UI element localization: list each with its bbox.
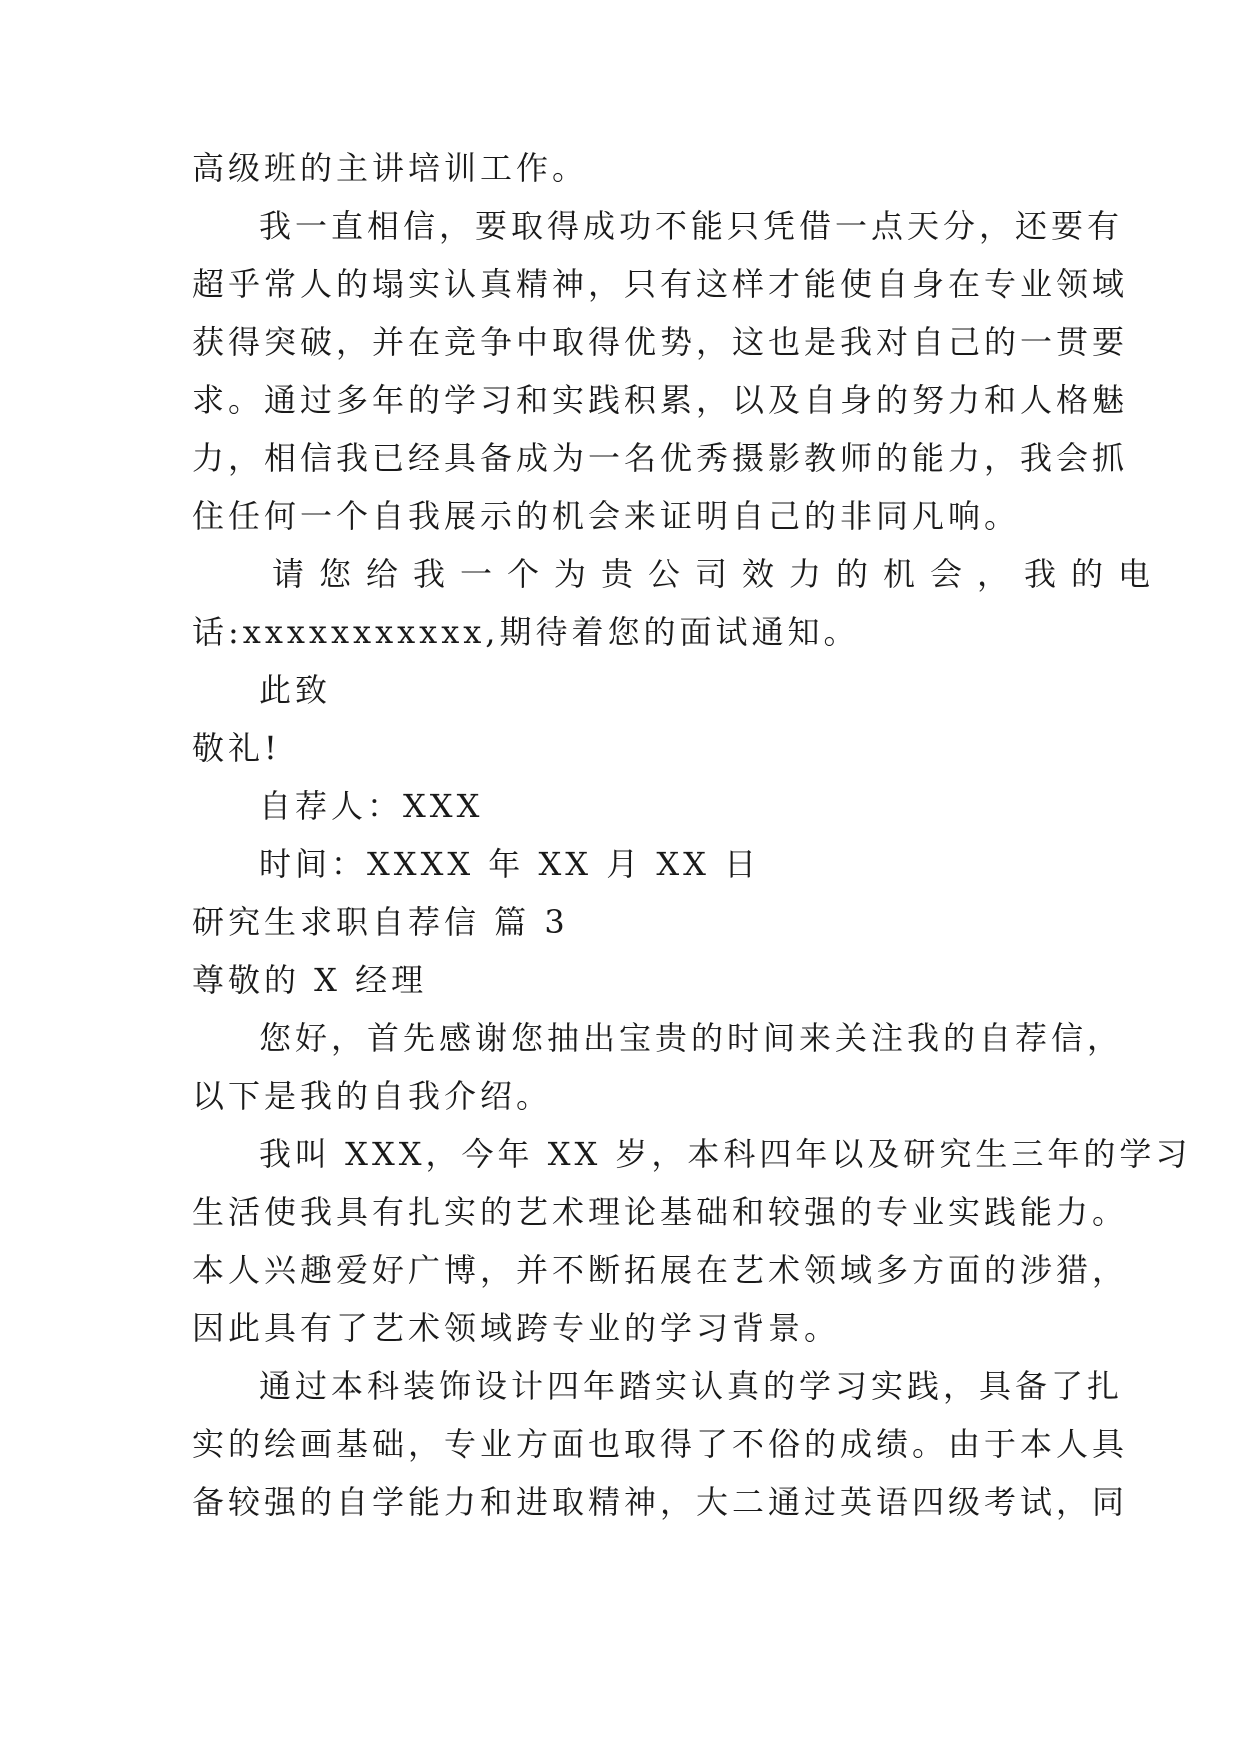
closing-respect: 敬礼! <box>192 729 281 767</box>
text-line: 通过本科装饰设计四年踏实认真的学习实践，具备了扎 <box>259 1367 1124 1405</box>
text-line: 以下是我的自我介绍。 <box>192 1077 553 1115</box>
closing-salutation: 此致 <box>259 671 332 709</box>
text-line: 高级班的主讲培训工作。 <box>192 149 589 187</box>
text-line: 住任何一个自我展示的机会来证明自己的非同凡响。 <box>192 497 1021 535</box>
text-line: 生活使我具有扎实的艺术理论基础和较强的专业实践能力。 <box>192 1193 1129 1231</box>
salutation: 尊敬的 X 经理 <box>192 961 428 999</box>
signature-line: 自荐人：XXX <box>259 787 484 825</box>
text-line: 力，相信我已经具备成为一名优秀摄影教师的能力，我会抓 <box>192 439 1129 477</box>
text-line: 获得突破，并在竞争中取得优势，这也是我对自己的一贯要 <box>192 323 1129 361</box>
section-title: 研究生求职自荐信 篇 3 <box>192 903 569 941</box>
text-line: 您好，首先感谢您抽出宝贵的时间来关注我的自荐信， <box>259 1019 1124 1057</box>
text-line: 本人兴趣爱好广博，并不断拓展在艺术领域多方面的涉猎， <box>192 1251 1129 1289</box>
text-line: 因此具有了艺术领域跨专业的学习背景。 <box>192 1309 841 1347</box>
date-line: 时间：XXXX 年 XX 月 XX 日 <box>259 845 761 883</box>
text-line: 话:xxxxxxxxxxx,期待着您的面试通知。 <box>192 613 860 651</box>
text-line: 请您给我一个为贵公司效力的机会，我的电 <box>272 555 1166 593</box>
text-line: 求。通过多年的学习和实践积累，以及自身的努力和人格魅 <box>192 381 1129 419</box>
text-line: 备较强的自学能力和进取精神，大二通过英语四级考试，同 <box>192 1483 1129 1521</box>
text-line: 超乎常人的塌实认真精神，只有这样才能使自身在专业领域 <box>192 265 1129 303</box>
text-line: 实的绘画基础，专业方面也取得了不俗的成绩。由于本人具 <box>192 1425 1129 1463</box>
text-line: 我一直相信，要取得成功不能只凭借一点天分，还要有 <box>259 207 1124 245</box>
text-line: 我叫 XXX，今年 XX 岁，本科四年以及研究生三年的学习 <box>259 1135 1192 1173</box>
